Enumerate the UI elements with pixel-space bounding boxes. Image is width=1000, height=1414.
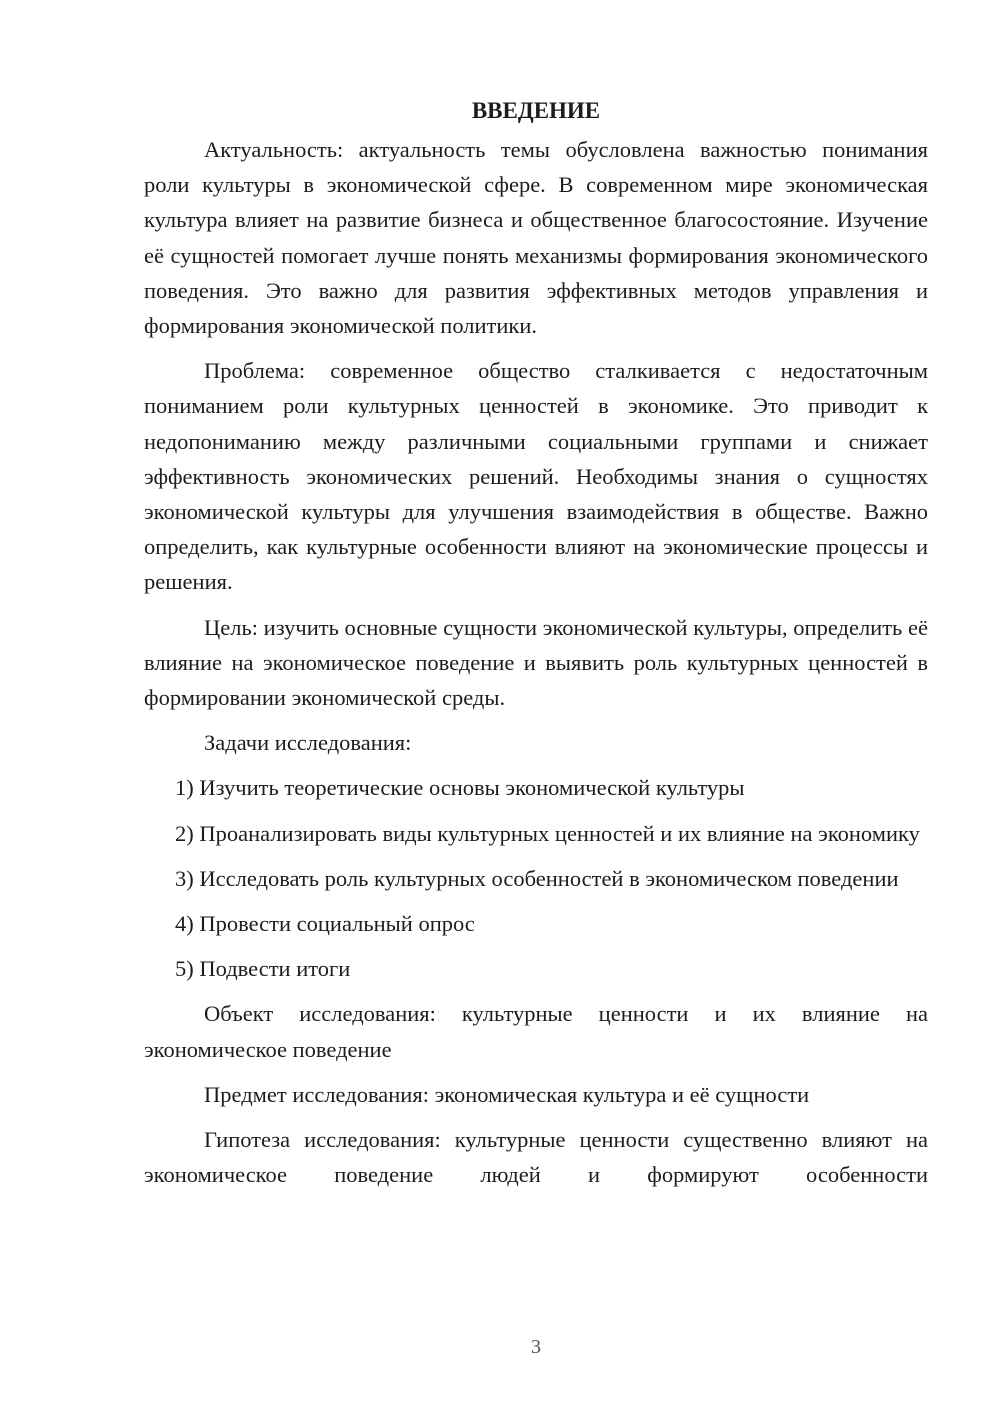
paragraph-goal: Цель: изучить основные сущности экономической культуры, определить её влияние на экономическое поведение и выявить роль культурных ценностей в формировании экономической среды. — [144, 614, 928, 711]
page-title: ВВЕДЕНИЕ — [471, 98, 601, 123]
paragraph-problem: Проблема: современное общество сталкивается с недостаточным пониманием роли культурных ценностей в экономике. Это приводит к недопониманию между различными социальными группами и снижает эффективность экономических решений. Необходимы знания о сущностях экономической культуры для улучшения взаимодействия в обществе. Важно определить, как культурные особенности влияют на экономические процессы и решения. — [144, 358, 928, 595]
task-item-3: 3) Исследовать роль культурных особенностей в экономическом поведении — [175, 865, 899, 891]
paragraph-object: Объект исследования: культурные ценности и их влияние на экономическое поведение — [144, 1001, 928, 1062]
paragraph-subject: Предмет исследования: экономическая культура и её сущности — [204, 1081, 810, 1107]
document-page — [144, 96, 928, 1192]
task-item-4: 4) Провести социальный опрос — [175, 911, 475, 937]
tasks-heading: Задачи исследования: — [204, 730, 412, 756]
page-number: 3 — [531, 1336, 541, 1358]
paragraph-relevance: Актуальность: актуальность темы обусловлена важностью понимания роли культуры в экономической сфере. В современном мире экономическая культура влияет на развитие бизнеса и общественное благосостояние. Изучение её сущностей помогает лучше понять механизмы формирования экономического поведения. Это важно для развития эффективных методов управления и формирования экономической политики. — [144, 137, 928, 339]
task-item-5: 5) Подвести итоги — [175, 956, 351, 982]
paragraph-hypothesis: Гипотеза исследования: культурные ценности существенно влияют на экономическое поведение людей и формируют особенности — [144, 1127, 928, 1188]
task-item-2: 2) Проанализировать виды культурных ценностей и их влияние на экономику — [175, 820, 920, 846]
task-item-1: 1) Изучить теоретические основы экономической культуры — [175, 775, 745, 801]
